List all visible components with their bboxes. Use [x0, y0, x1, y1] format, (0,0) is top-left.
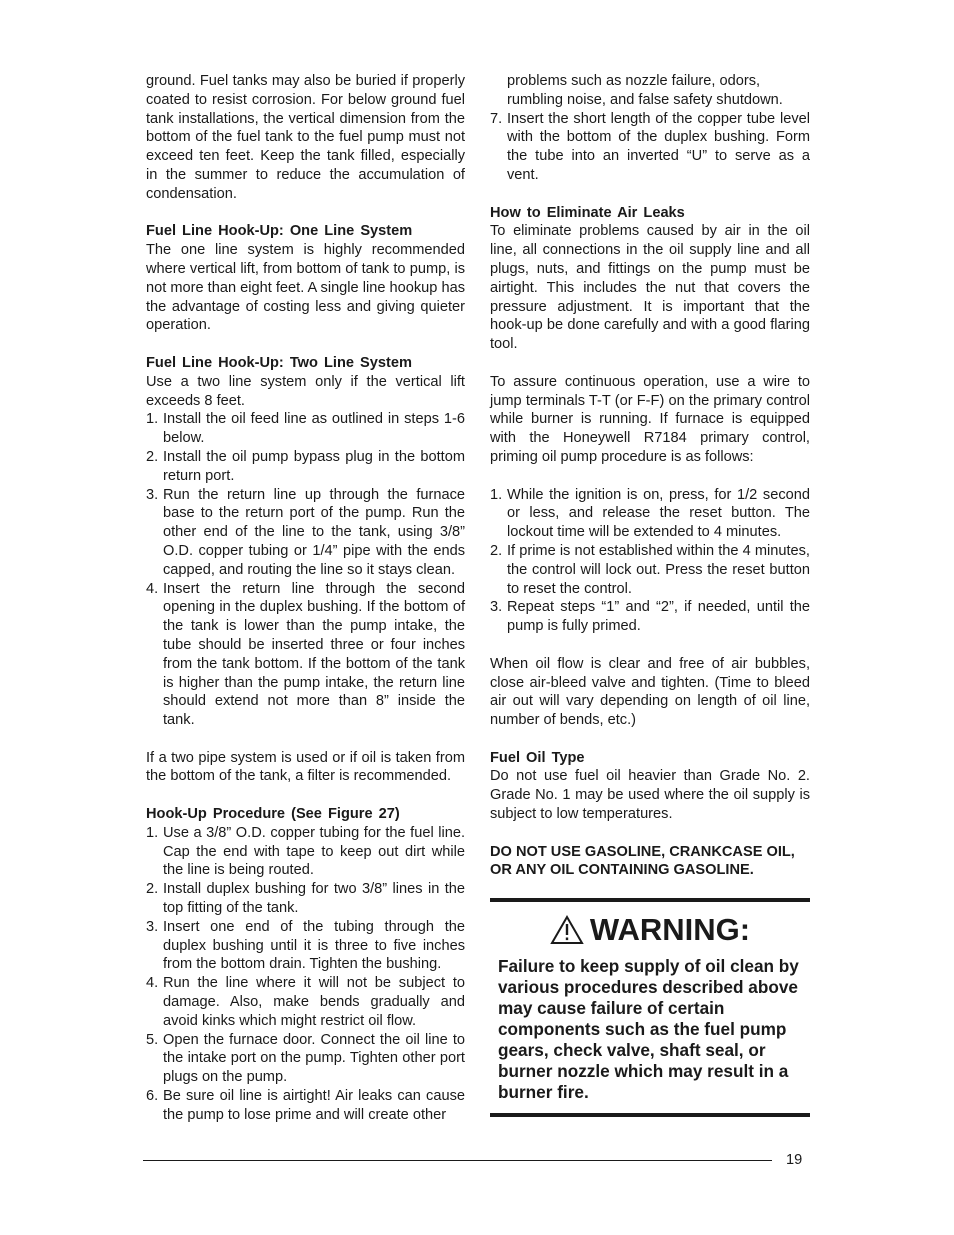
two-line-steps — [146, 410, 465, 730]
priming-steps — [490, 486, 810, 636]
intro-paragraph: ground. Fuel tanks may also be buried if properly coated to resist corrosion. For below ground fuel tank installations, the vertical dimension from the bottom of the fuel tank to the fuel pump must not exceed ten feet. Keep the tank filled, especially in the summer to reduce the accumulation of condensation. — [146, 73, 465, 202]
gasoline-caution: DO NOT USE GASOLINE, CRANKCASE OIL, OR ANY OIL CONTAINING GASOLINE. — [490, 843, 795, 879]
list-item: 2. Install duplex bushing for two 3/8” lines in the top fitting of the tank. — [146, 881, 465, 917]
air-leaks-heading: How to Eliminate Air Leaks — [490, 204, 685, 221]
list-item: 5. Open the furnace door. Connect the oil line to the intake port on the pump. Tighten other port plugs on the pump. — [146, 1031, 465, 1086]
list-item: 3. Insert one end of the tubing through the duplex bushing until it is three to five inches from the bottom drain. Tighten the bushing. — [146, 918, 465, 973]
hookup-steps — [146, 824, 465, 1125]
list-item: 1. While the ignition is on, press, for 1/2 second or less, and release the reset button. The lockout time will be extended to 4 minutes. — [490, 486, 810, 541]
oil-flow-paragraph: When oil flow is clear and free of air bubbles, close air-bleed valve and tighten. (Time to bleed air out will vary depending on length of oil line, number of bends, etc.) — [490, 655, 810, 729]
continuous-operation-paragraph: To assure continuous operation, use a wire to jump terminals T-T (or F-F) on the primary control while burner is running. If furnace is equipped with the Honeywell R7184 primary control, priming oil pump procedure is as follows: — [490, 373, 810, 465]
footer-divider — [143, 1160, 772, 1161]
air-leaks-paragraph: To eliminate problems caused by air in the oil line, all connections in the oil supply line and all plugs, nuts, and fittings on the pump must be airtight. This includes the nut that covers the pressure adjustment. It is important that the hook-up be done carefully and with a good flaring tool. — [490, 223, 810, 353]
list-item: 1. Install the oil feed line as outlined in steps 1-6 below. — [146, 411, 465, 447]
list-item: 2. If prime is not established within the 4 minutes, the control will lock out. Press the reset button to reset the control. — [490, 542, 810, 597]
list-item: 6. Be sure oil line is airtight! Air leaks can cause the pump to lose prime and will create other — [146, 1088, 465, 1123]
list-item: 4. Run the line where it will not be subject to damage. Also, make bends gradually and avoid kinks which might restrict oil flow. — [146, 975, 465, 1029]
list-item: 2. Install the oil pump bypass plug in the bottom return port. — [146, 448, 465, 484]
step6-continued: problems such as nozzle failure, odors, rumbling noise, and false safety shutdown. — [507, 73, 783, 108]
list-item: 3. Run the return line up through the furnace base to the return port of the pump. Run the other end of the line to the tank, using 3/8” O.D. copper tubing or 1/4” pipe with the ends capped, and routing the line so it stays clean. — [146, 486, 465, 578]
list-item: 3. Repeat steps “1” and “2”, if needed, until the pump is fully primed. — [490, 599, 810, 635]
warning-title — [498, 910, 802, 950]
two-line-heading: Fuel Line Hook-Up: Two Line System — [146, 354, 412, 371]
warning-title-text: WARNING: — [589, 912, 751, 948]
warning-text: Failure to keep supply of oil clean by various procedures described above may cause failure of certain components such as the fuel pump gears, check valve, shaft seal, or burner nozzle which may result in a burner fire. — [498, 956, 799, 1103]
list-item: 1. Use a 3/8” O.D. copper tubing for the fuel line. Cap the end with tape to keep out dirt while the line is being routed. — [146, 824, 465, 879]
hookup-heading: Hook-Up Procedure (See Figure 27) — [146, 806, 400, 823]
fuel-type-paragraph: Do not use fuel oil heavier than Grade No. 2. Grade No. 1 may be used where the oil supply is subject to low temperatures. — [490, 768, 810, 823]
hookup-steps-continued — [490, 110, 810, 185]
list-item: 4. Insert the return line through the second opening in the duplex bushing. If the bottom of the tank is lower than the pump intake, the tube should be inserted three or four inches from the tank bottom. If the bottom of the tank is higher than the pump intake, the return line should extend not more than 8” inside the tank. — [146, 580, 465, 729]
filter-note: If a two pipe system is used or if oil is taken from the bottom of the tank, a filter is recommended. — [146, 749, 465, 785]
list-item: 7. Insert the short length of the copper tube level with the bottom of the duplex bushing. Form the tube into an inverted “U” to serve as a vent. — [490, 110, 810, 183]
fuel-type-heading: Fuel Oil Type — [490, 749, 585, 766]
one-line-heading: Fuel Line Hook-Up: One Line System — [146, 223, 413, 240]
warning-box — [490, 898, 810, 1117]
two-line-paragraph: Use a two line system only if the vertical lift exceeds 8 feet. — [146, 373, 465, 409]
warning-triangle-icon — [550, 915, 584, 945]
right-column — [490, 72, 810, 1117]
left-column — [146, 72, 465, 1125]
page-number: 19 — [786, 1152, 803, 1168]
one-line-paragraph: The one line system is highly recommended where vertical lift, from bottom of tank to pump, is not more than eight feet. A single line hookup has the advantage of costing less and giving quieter operation. — [146, 242, 465, 334]
